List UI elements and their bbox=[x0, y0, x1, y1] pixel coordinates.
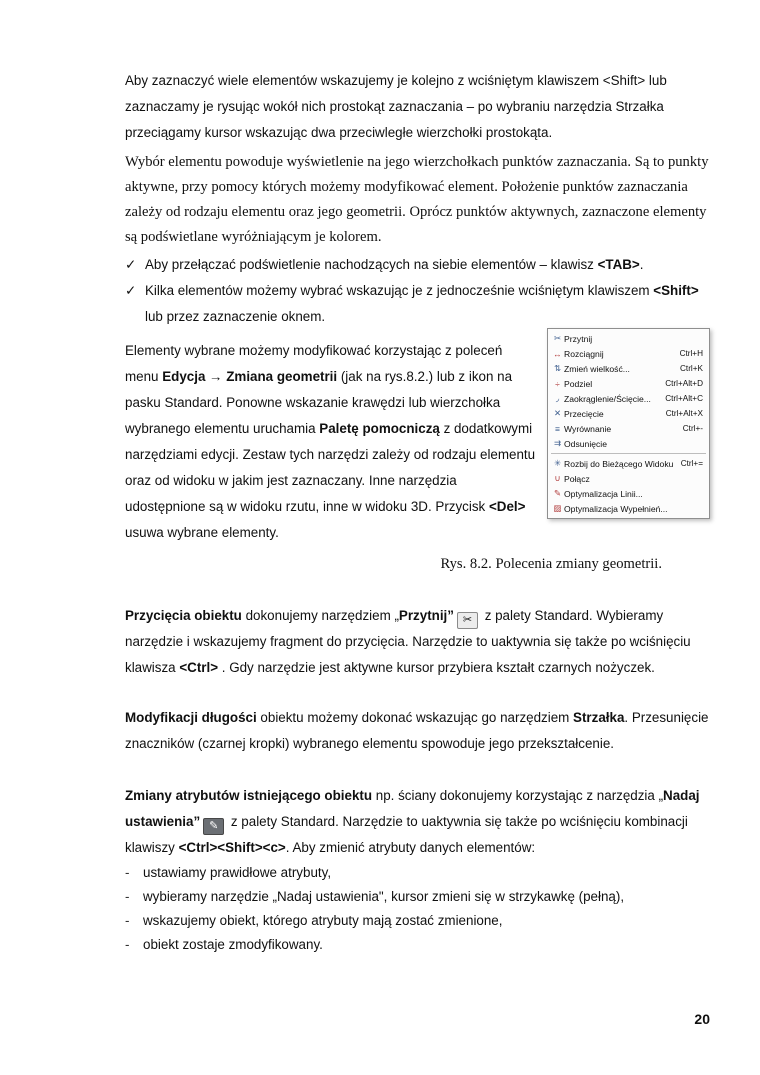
attribute-steps-list bbox=[125, 861, 710, 957]
text-segment: (jak na rys.8.2.) lub z ikon na pasku Standard. Ponowne wskazanie krawędzi lub wierzchołka wybranego elementu uruchamia bbox=[125, 369, 513, 436]
text-segment: <Del> bbox=[488, 499, 526, 514]
text-segment: Wybór elementu powoduje wyświetlenie na jego wierzchołkach punktów zaznaczania. Są to punkty aktywne, przy pomocy których możemy modyfikować element. Położenie punktów zaznaczania zależy od rodzaju elementu oraz jego geometrii. Oprócz punktów aktywnych, zaznaczone elementy są podświetlane wyróżniającym je kolorem. bbox=[125, 154, 709, 245]
menu-item-icon: ≡ bbox=[555, 423, 560, 434]
text-segment: obiektu możemy dokonać wskazując go narzędziem bbox=[256, 710, 574, 725]
text-segment: np. ściany dokonujemy korzystając z narzędzia „ bbox=[372, 788, 664, 803]
menu-item-label: Wyrównanie bbox=[564, 423, 612, 434]
checklist-item-text bbox=[145, 278, 710, 330]
menu-item-label: Przecięcie bbox=[564, 408, 604, 419]
menu-item[interactable] bbox=[548, 406, 709, 421]
text-segment: <Ctrl><Shift><c> bbox=[178, 840, 286, 855]
text-segment: z palety Standard. Narzędzie to uaktywnia się także po wciśnięciu kombinacji klawiszy bbox=[125, 814, 688, 855]
dash-bullet: - bbox=[125, 865, 130, 880]
text-segment: dokonujemy narzędziem „ bbox=[241, 608, 399, 623]
paragraph-length-modification bbox=[125, 705, 710, 757]
text-segment: Aby przełączać podświetlenie nachodzących na siebie elementów – klawisz bbox=[145, 257, 598, 272]
list-item bbox=[125, 861, 710, 885]
menu-item-label: Przytnij bbox=[564, 333, 593, 344]
menu-item-icon: ✂ bbox=[553, 333, 562, 343]
paragraph-multi-selection bbox=[125, 68, 710, 146]
checklist-item-text bbox=[145, 252, 710, 278]
paragraph-edit-geometry bbox=[125, 338, 539, 546]
paragraph-attribute-changes bbox=[125, 783, 710, 861]
dash-bullet: - bbox=[125, 889, 130, 904]
menu-item[interactable] bbox=[548, 391, 709, 406]
menu-item[interactable] bbox=[548, 471, 709, 486]
list-item-text: obiekt zostaje zmodyfikowany. bbox=[143, 937, 323, 952]
text-segment: Aby zaznaczyć wiele elementów wskazujemy je kolejno z wciśniętym klawiszem <Shift> lub zaznaczamy je rysując wokół nich prostokąt zaznaczania – po wybraniu narzędzia Strzałka przeciągamy kursor wskazując dwa przeciwległe wierzchołki prostokąta. bbox=[125, 73, 667, 140]
text-segment: . Gdy narzędzie jest aktywne kursor przybiera kształt czarnych nożyczek. bbox=[218, 660, 655, 675]
menu-item-icon: ⇅ bbox=[553, 363, 562, 373]
menu-item-label: Optymalizacja Wypełnień... bbox=[564, 503, 668, 514]
menu-item-icon: ✕ bbox=[553, 408, 562, 418]
text-segment: lub przez zaznaczenie oknem. bbox=[145, 309, 326, 324]
paragraph-trim-tool bbox=[125, 603, 710, 681]
menu-item[interactable] bbox=[548, 331, 709, 346]
menu-item-label: Podziel bbox=[564, 378, 593, 389]
menu-item-shortcut: Ctrl+K bbox=[680, 364, 703, 373]
menu-item-icon: ⇉ bbox=[553, 438, 562, 448]
menu-item-shortcut: Ctrl+Alt+C bbox=[665, 394, 703, 403]
menu-item[interactable] bbox=[548, 346, 709, 361]
text-segment: Strzałka bbox=[573, 710, 625, 725]
menu-separator bbox=[551, 453, 706, 454]
nadaj-ustawienia-toolbar-icon[interactable]: ✎ bbox=[203, 818, 224, 835]
text-segment: <TAB> bbox=[597, 257, 640, 272]
text-segment: <Ctrl> bbox=[179, 660, 219, 675]
text-segment: . Aby zmienić atrybuty danych elementów: bbox=[285, 840, 536, 855]
text-segment: Zmiana geometrii bbox=[226, 369, 338, 384]
text-segment: Zmiany atrybutów istniejącego obiektu bbox=[125, 788, 373, 803]
list-item-text: wskazujemy obiekt, którego atrybuty mają zostać zmienione, bbox=[143, 913, 503, 928]
list-item bbox=[125, 885, 710, 909]
text-segment: Edycja bbox=[162, 369, 206, 384]
page-content bbox=[125, 68, 710, 957]
menu-item-shortcut: Ctrl+= bbox=[680, 459, 703, 468]
text-segment: → bbox=[205, 369, 227, 384]
text-segment: . Przesunięcie znaczników (czarnej kropki) wybranego elementu spowoduje jego przekształcenie. bbox=[125, 710, 709, 751]
text-segment: usuwa wybrane elementy. bbox=[125, 525, 279, 540]
menu-item-label: Zmień wielkość... bbox=[564, 363, 630, 374]
checklist-item bbox=[125, 278, 710, 330]
text-segment: Nadaj ustawienia” bbox=[125, 788, 700, 829]
figure-caption: Rys. 8.2. Polecenia zmiany geometrii. bbox=[440, 556, 662, 572]
przytnij-toolbar-icon[interactable]: ✂ bbox=[457, 612, 478, 629]
text-segment: Kilka elementów możemy wybrać wskazując je z jednocześnie wciśniętym klawiszem bbox=[145, 283, 654, 298]
text-segment: <Shift> bbox=[653, 283, 699, 298]
menu-item[interactable] bbox=[548, 376, 709, 391]
text-segment: . bbox=[639, 257, 644, 272]
menu-item-icon: ✳ bbox=[553, 458, 562, 468]
dash-bullet: - bbox=[125, 937, 130, 952]
menu-item-shortcut: Ctrl+Alt+X bbox=[665, 409, 703, 418]
menu-item-label: Rozbij do Bieżącego Widoku bbox=[564, 458, 674, 469]
menu-item-shortcut: Ctrl+- bbox=[682, 424, 703, 433]
checkmark-icon: ✓ bbox=[125, 283, 137, 298]
menu-item[interactable] bbox=[548, 361, 709, 376]
text-segment: Modyfikacji długości bbox=[125, 710, 257, 725]
checklist-item bbox=[125, 252, 710, 278]
list-item bbox=[125, 933, 710, 957]
text-segment: z dodatkowymi narzędziami edycji. Zestaw tych narzędzi zależy od rodzaju elementu oraz od widoku w jakim jest zaznaczany. Inne narzędzia udostępnione są w widoku rzutu, inne w widoku 3D. Przycisk bbox=[125, 421, 536, 514]
text-segment: z palety Standard. Wybieramy narzędzie i wskazujemy fragment do przycięcia. Narzędzie to uaktywnia się także po wciśnięciu klawisza bbox=[125, 608, 691, 675]
menu-item-icon: ✎ bbox=[553, 488, 562, 498]
geometry-context-menu bbox=[547, 328, 710, 519]
checkmark-icon: ✓ bbox=[125, 257, 137, 272]
menu-item-icon: ∪ bbox=[554, 473, 561, 483]
menu-item-label: Optymalizacja Linii... bbox=[564, 488, 643, 499]
menu-item-icon: ↔ bbox=[553, 348, 562, 359]
list-item-text: ustawiamy prawidłowe atrybuty, bbox=[143, 865, 332, 880]
page-number: 20 bbox=[694, 1011, 710, 1027]
text-segment: Przytnij” bbox=[398, 608, 454, 623]
text-and-figure-row bbox=[125, 333, 710, 546]
menu-item[interactable] bbox=[548, 456, 709, 471]
dash-bullet: - bbox=[125, 913, 130, 928]
menu-item-icon: ◞ bbox=[555, 393, 560, 403]
text-segment: Paletę pomocniczą bbox=[319, 421, 440, 436]
menu-item-shortcut: Ctrl+H bbox=[679, 349, 703, 358]
menu-item-label: Rozciągnij bbox=[564, 348, 604, 359]
menu-item-label: Odsunięcie bbox=[564, 438, 607, 449]
menu-item-icon: ▨ bbox=[553, 503, 562, 513]
text-segment: Elementy wybrane możemy modyfikować korzystając z poleceń menu bbox=[125, 343, 503, 384]
text-segment: Przycięcia obiektu bbox=[125, 608, 242, 623]
menu-items-container bbox=[548, 331, 709, 516]
tips-checklist bbox=[125, 252, 710, 330]
menu-item-icon: ÷ bbox=[555, 378, 560, 389]
menu-item-shortcut: Ctrl+Alt+D bbox=[665, 379, 703, 388]
menu-item[interactable] bbox=[548, 486, 709, 501]
menu-item[interactable] bbox=[548, 436, 709, 451]
list-item bbox=[125, 909, 710, 933]
menu-item-label: Zaokrąglenie/Ścięcie... bbox=[564, 393, 651, 404]
list-item-text: wybieramy narzędzie „Nadaj ustawienia", kursor zmieni się w strzykawkę (pełną), bbox=[143, 889, 625, 904]
menu-item[interactable] bbox=[548, 421, 709, 436]
menu-item[interactable] bbox=[548, 501, 709, 516]
menu-item-label: Połącz bbox=[564, 473, 590, 484]
paragraph-selection-points bbox=[125, 150, 710, 250]
